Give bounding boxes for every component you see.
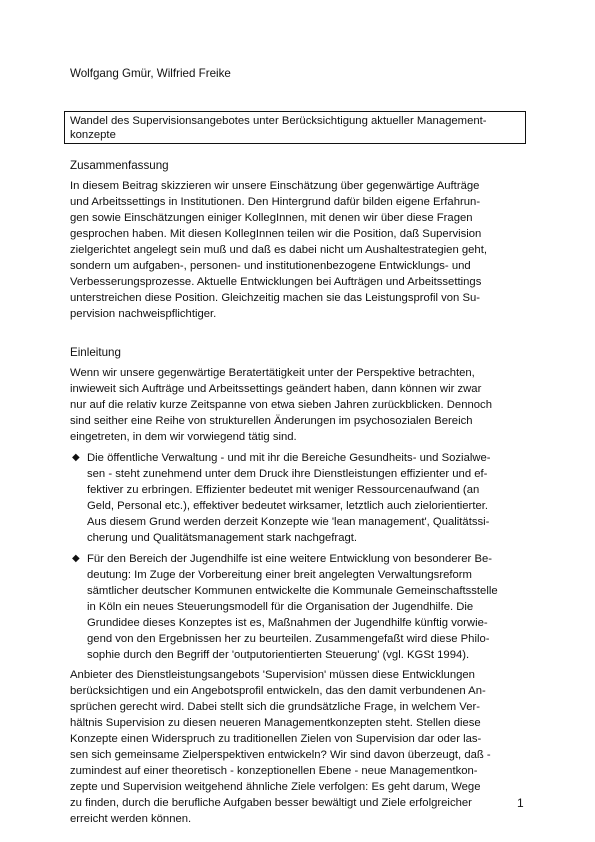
diamond-bullet-icon: ◆ xyxy=(72,452,80,463)
bullet-list xyxy=(70,450,530,663)
intro-section xyxy=(70,345,530,827)
summary-paragraph xyxy=(70,178,530,322)
intro-paragraph xyxy=(70,365,530,445)
text-line: gen sowie Einschätzungen einiger KollegInnen, mit denen wir über diese Fragen xyxy=(70,212,473,224)
text-line: Verbesserungsprozesse. Aktuelle Entwicklungen bei Aufträgen und Arbeitssettings xyxy=(70,276,482,288)
text-line: fektiver zu erbringen. Effizienter bedeutet mit weniger Ressourcenaufwand (an xyxy=(87,484,480,496)
text-line: Grundidee dieses Konzeptes ist es, Maßnahmen der Jugendhilfe künftig vorwie- xyxy=(87,617,488,629)
text-line: erreicht werden können. xyxy=(70,813,192,825)
title-box xyxy=(64,111,526,144)
authors: Wolfgang Gmür, Wilfried Freike xyxy=(70,67,231,80)
text-line: Anbieter des Dienstleistungsangebots 'Supervision' müssen diese Entwicklungen xyxy=(70,669,475,681)
text-line: sondern um aufgaben-, personen- und institutionenbezogene Entwicklungs- und xyxy=(70,260,471,272)
text-line: sen - steht zunehmend unter dem Druck ihre Dienstleistungen effizienter und ef- xyxy=(87,468,488,480)
text-line: cherung und Qualitätsmanagement stark nachgefragt. xyxy=(87,532,358,544)
text-line: zumindest auf einer theoretisch - konzeptionellen Ebene - neue Managementkon- xyxy=(70,765,478,777)
title-line: Wandel des Supervisionsangebotes unter Berücksichtigung aktueller Management- xyxy=(70,115,487,127)
text-line: unterstreichen diese Position. Gleichzeitig machen sie das Leistungsprofil von Su- xyxy=(70,292,481,304)
diamond-bullet-icon: ◆ xyxy=(72,553,80,564)
text-line: hältnis Supervision zu diesen neueren Managementkonzepten steht. Stellen diese xyxy=(70,717,481,729)
text-line: Geld, Personal etc.), effektiver bedeutet wirksamer, letztlich auch zielorientierter. xyxy=(87,500,489,512)
bullet-item xyxy=(70,551,530,663)
text-line: deutung: Im Zuge der Vorbereitung einer breit angelegten Verwaltungsreform xyxy=(87,569,472,581)
text-line: Für den Bereich der Jugendhilfe ist eine weitere Entwicklung von besonderer Be- xyxy=(87,553,493,565)
text-line: sind seither eine Reihe von strukturellen Änderungen im psychosozialen Bereich xyxy=(70,415,473,427)
text-line: sophie durch den Begriff der 'outputorientierten Steuerung' (vgl. KGSt 1994). xyxy=(87,649,470,661)
text-line: Wenn wir unsere gegenwärtige Beratertätigkeit unter der Perspektive betrachten, xyxy=(70,367,475,379)
summary-section xyxy=(70,158,530,322)
text-line: in Köln ein neues Steuerungsmodell für die Organisation der Jugendhilfe. Die xyxy=(87,601,474,613)
text-line: Aus diesem Grund werden derzeit Konzepte wie 'lean management', Qualitätssi- xyxy=(87,516,490,528)
text-line: sen sich gemeinsame Zielperspektiven entwickeln? Wir sind davon überzeugt, daß - xyxy=(70,749,491,761)
text-line: zepte und Supervision weitgehend ähnliche Ziele verfolgen: Es geht darum, Wege xyxy=(70,781,481,793)
text-line: Die öffentliche Verwaltung - und mit ihr die Bereiche Gesundheits- und Sozialwe- xyxy=(87,452,491,464)
text-line: Konzepte einen Widerspruch zu traditionellen Zielen von Supervision dar oder las- xyxy=(70,733,482,745)
text-line: eingetreten, in dem wir vorwiegend tätig sind. xyxy=(70,431,297,443)
summary-heading: Zusammenfassung xyxy=(70,159,169,172)
text-line: gesprochen haben. Mit diesen KollegInnen teilen wir die Position, daß Supervision xyxy=(70,228,482,240)
title-line: konzepte xyxy=(70,129,116,141)
text-line: berücksichtigen und ein Angebotsprofil entwickeln, das den damit verbundenen An- xyxy=(70,685,486,697)
text-line: sämtlicher deutscher Kommunen entwickelte die Kommunale Gemeinschaftsstelle xyxy=(87,585,498,597)
text-line: sprüchen gerecht wird. Dabei stellt sich die grundsätzliche Frage, in welchem Ver- xyxy=(70,701,481,713)
text-line: In diesem Beitrag skizzieren wir unsere Einschätzung über gegenwärtige Aufträge xyxy=(70,180,480,192)
intro-heading: Einleitung xyxy=(70,346,121,359)
bullet-item xyxy=(70,450,530,546)
text-line: pervision nachweispflichtiger. xyxy=(70,308,217,320)
page-number: 1 xyxy=(517,796,524,810)
closing-paragraph xyxy=(70,667,530,827)
text-line: und Arbeitssettings in Institutionen. Den Hintergrund dafür bilden eigene Erfahrun- xyxy=(70,196,481,208)
text-line: nur auf die relativ kurze Zeitspanne von etwa sieben Jahren zurückblicken. Dennoch xyxy=(70,399,492,411)
text-line: zu finden, durch die berufliche Aufgaben besser bewältigt und Ziele erfolgreicher xyxy=(70,797,472,809)
text-line: zielgerichtet angelegt sein muß und daß es dabei nicht um Aushaltestrategien geht, xyxy=(70,244,487,256)
text-line: inwieweit sich Aufträge und Arbeitssettings geändert haben, dann können wir zwar xyxy=(70,383,482,395)
text-line: gend von den Ergebnissen her zu beurteilen. Zusammengefaßt wird diese Philo- xyxy=(87,633,490,645)
